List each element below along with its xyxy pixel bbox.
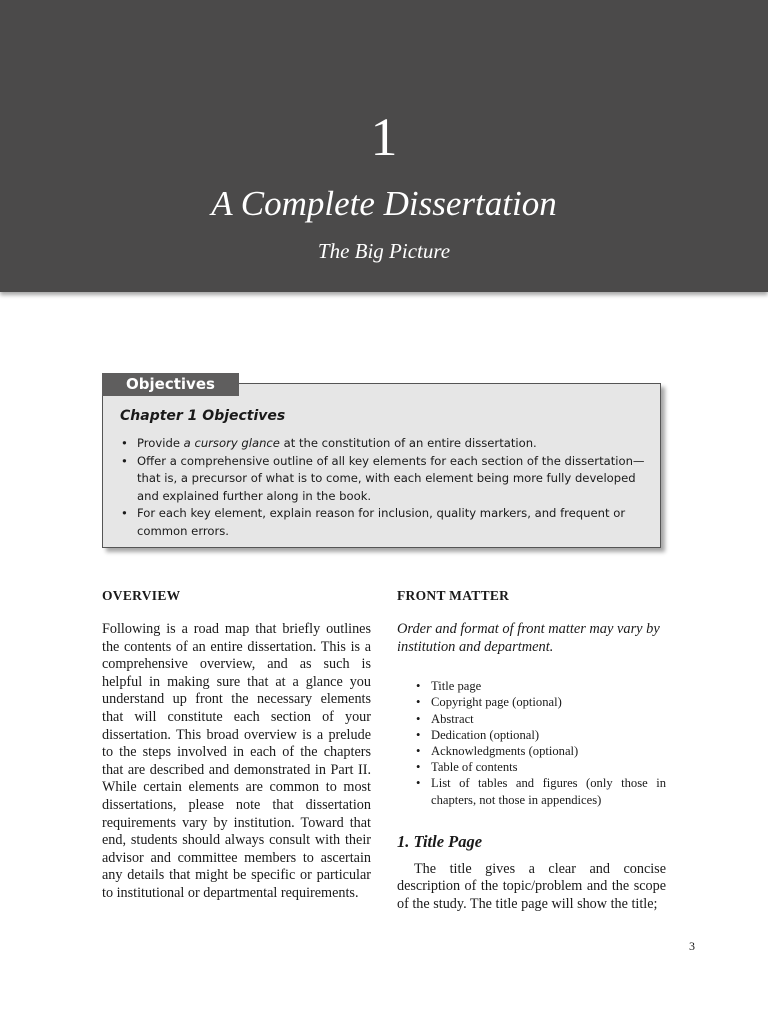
objectives-list — [120, 435, 650, 541]
page-number: 3 — [689, 939, 695, 953]
left-column — [102, 586, 371, 903]
front-matter-heading: FRONT MATTER — [397, 588, 510, 603]
overview-paragraph: Following is a road map that briefly outlines the contents of an entire dissertation. This is a comprehensive overview, and as such is helpful in making sure that at a glance you understand up front the necessary elements that will constitute each section of your dissertation. This broad overview is a prelude to the steps involved in each of the chapters that are described and demonstrated in Part II. While certain elements are common to most dissertations, please note that dissertation requirements vary by institution. Toward that end, students should always consult with their advisor and committee members to ascertain any details that might be specific or particular to institutional or departmental requirements. — [102, 621, 371, 901]
front-matter-note: Order and format of front matter may vary by institution and department. — [397, 621, 660, 655]
objective-item: • Offer a comprehensive outline of all key elements for each section of the dissertation—that is, a precursor of what is to come, with each element being more fully developed and explained further along in the book. — [120, 453, 650, 506]
objective-item: • For each key element, explain reason for inclusion, quality markers, and frequent or common errors. — [120, 505, 650, 540]
chapter-number: 1 — [370, 107, 398, 167]
title-page-heading: 1. Title Page — [397, 831, 483, 851]
chapter-subtitle: The Big Picture — [317, 239, 451, 263]
list-item: • Table of contents — [397, 759, 666, 775]
front-matter-list — [397, 678, 666, 808]
objectives-tab: Objectives — [102, 373, 239, 396]
list-item: • List of tables and figures (only those in chapters, not those in appendices) — [397, 775, 666, 807]
title-page-paragraph: The title gives a clear and concise description of the topic/problem and the scope of the study. The title page will show the title; — [397, 860, 666, 912]
right-column — [397, 586, 666, 914]
list-item: • Title page — [397, 678, 666, 694]
objectives-heading: Chapter 1 Objectives — [120, 408, 286, 424]
objective-item: • Provide a cursory glance at the constitution of an entire dissertation. — [120, 435, 650, 453]
chapter-title: A Complete Dissertation — [211, 184, 557, 223]
list-item: • Copyright page (optional) — [397, 694, 666, 710]
chapter-header — [0, 0, 768, 292]
list-item: • Dedication (optional) — [397, 727, 666, 743]
list-item: • Abstract — [397, 711, 666, 727]
objectives-box — [102, 383, 661, 548]
list-item: • Acknowledgments (optional) — [397, 743, 666, 759]
overview-heading: OVERVIEW — [102, 588, 181, 603]
